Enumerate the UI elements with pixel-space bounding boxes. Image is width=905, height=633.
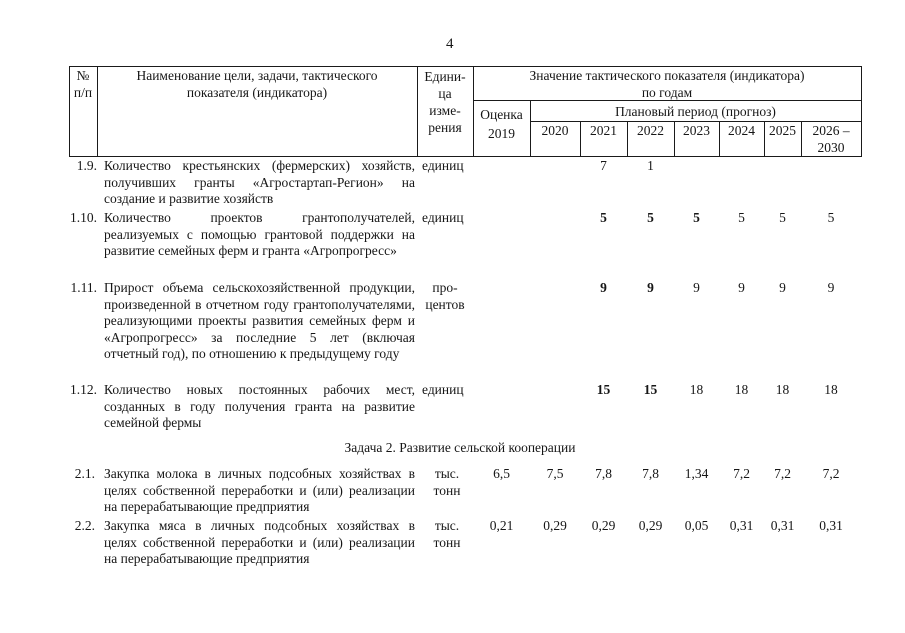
row-value: 7,2 <box>774 466 791 481</box>
header-estimate: Оценка 2019 <box>480 107 523 141</box>
row-number: 2.2. <box>74 518 95 533</box>
task-heading: Задача 2. Развитие сельской кооперации <box>344 440 576 455</box>
row-value: 5 <box>647 210 654 225</box>
row-unit: единиц <box>422 382 464 397</box>
row-value: 0,29 <box>591 518 616 533</box>
row-unit: единиц <box>422 158 464 173</box>
row-value: 6,5 <box>493 466 510 481</box>
row-value: 0,31 <box>770 518 795 533</box>
row-unit: про- центов <box>425 280 465 312</box>
row-number: 1.11. <box>70 280 97 295</box>
header-year: 2021 <box>590 123 617 138</box>
row-value: 7,8 <box>642 466 659 481</box>
row-value: 0,31 <box>819 518 843 533</box>
row-name: Прирост объема сельскохозяйственной продукции, произведенной в отчетном году грантополучателями, реализующими проекты развития семейных ферм и «Агропрогресс» за последние 5 лет (включая отчетный год), по отношению к предыдущему году <box>104 280 415 361</box>
row-value: 18 <box>824 382 838 397</box>
row-value: 0,21 <box>489 518 514 533</box>
header-year: 2022 <box>637 123 664 138</box>
row-value: 7,5 <box>546 466 564 481</box>
header-name: Наименование цели, задачи, тактического показателя (индикатора) <box>136 68 378 100</box>
row-value: 9 <box>738 280 745 295</box>
header-year: 2026 – 2030 <box>812 123 850 155</box>
row-name: Закупка молока в личных подсобных хозяйствах в целях собственной переработки и (или) реализации на перерабатывающие предприятия <box>104 466 415 514</box>
header-planned: Плановый период (прогноз) <box>615 104 776 119</box>
row-number: 1.10. <box>70 210 97 225</box>
header-year: 2023 <box>683 123 710 138</box>
row-value: 18 <box>689 382 704 397</box>
row-value: 5 <box>693 210 700 225</box>
row-name: Количество проектов грантополучателей, реализуемых с помощью грантовой поддержки на развитие семейных ферм и гранта «Агропрогресс» <box>104 210 415 258</box>
row-value: 0,29 <box>638 518 663 533</box>
header-year: 2025 <box>769 123 796 138</box>
row-value: 1 <box>647 158 654 173</box>
row-value: 9 <box>647 280 654 295</box>
header-year: 2024 <box>728 123 755 138</box>
row-value: 9 <box>693 280 700 295</box>
row-value: 18 <box>775 382 790 397</box>
row-value: 0,29 <box>543 518 567 533</box>
header-unit: Едини- ца изме- рения <box>424 69 466 135</box>
header-value-title: Значение тактического показателя (индикатора) по годам <box>529 68 805 100</box>
row-value: 7,2 <box>822 466 840 481</box>
header-year: 2020 <box>541 123 569 138</box>
row-value: 9 <box>827 280 835 295</box>
row-value: 15 <box>596 382 611 397</box>
row-unit: единиц <box>422 210 464 225</box>
row-name: Количество новых постоянных рабочих мест, созданных в году получения гранта на развитие семейной фермы <box>104 382 415 430</box>
row-value: 5 <box>827 210 835 225</box>
row-unit: тыс. тонн <box>433 518 461 550</box>
row-name: Закупка мяса в личных подсобных хозяйствах в целях собственной переработки и (или) реализации на перерабатывающие предприятия <box>104 518 415 566</box>
row-value: 0,05 <box>684 518 709 533</box>
row-value: 5 <box>779 210 786 225</box>
page-number: 4 <box>446 36 454 52</box>
row-number: 2.1. <box>74 466 95 481</box>
row-value: 1,34 <box>684 466 709 481</box>
row-value: 7,8 <box>595 466 612 481</box>
row-value: 7 <box>600 158 607 173</box>
row-value: 9 <box>600 280 607 295</box>
row-value: 15 <box>643 382 658 397</box>
row-value: 5 <box>600 210 607 225</box>
row-name: Количество крестьянских (фермерских) хозяйств, получивших гранты «Агростартап-Регион» на создание и развитие хозяйств <box>104 158 415 206</box>
row-unit: тыс. тонн <box>433 466 461 498</box>
row-value: 18 <box>734 382 749 397</box>
row-value: 0,31 <box>729 518 754 533</box>
header-num: № п/п <box>73 68 93 100</box>
row-number: 1.9. <box>76 158 97 173</box>
row-number: 1.12. <box>70 382 97 397</box>
row-value: 7,2 <box>733 466 750 481</box>
row-value: 9 <box>779 280 786 295</box>
row-value: 5 <box>738 210 745 225</box>
